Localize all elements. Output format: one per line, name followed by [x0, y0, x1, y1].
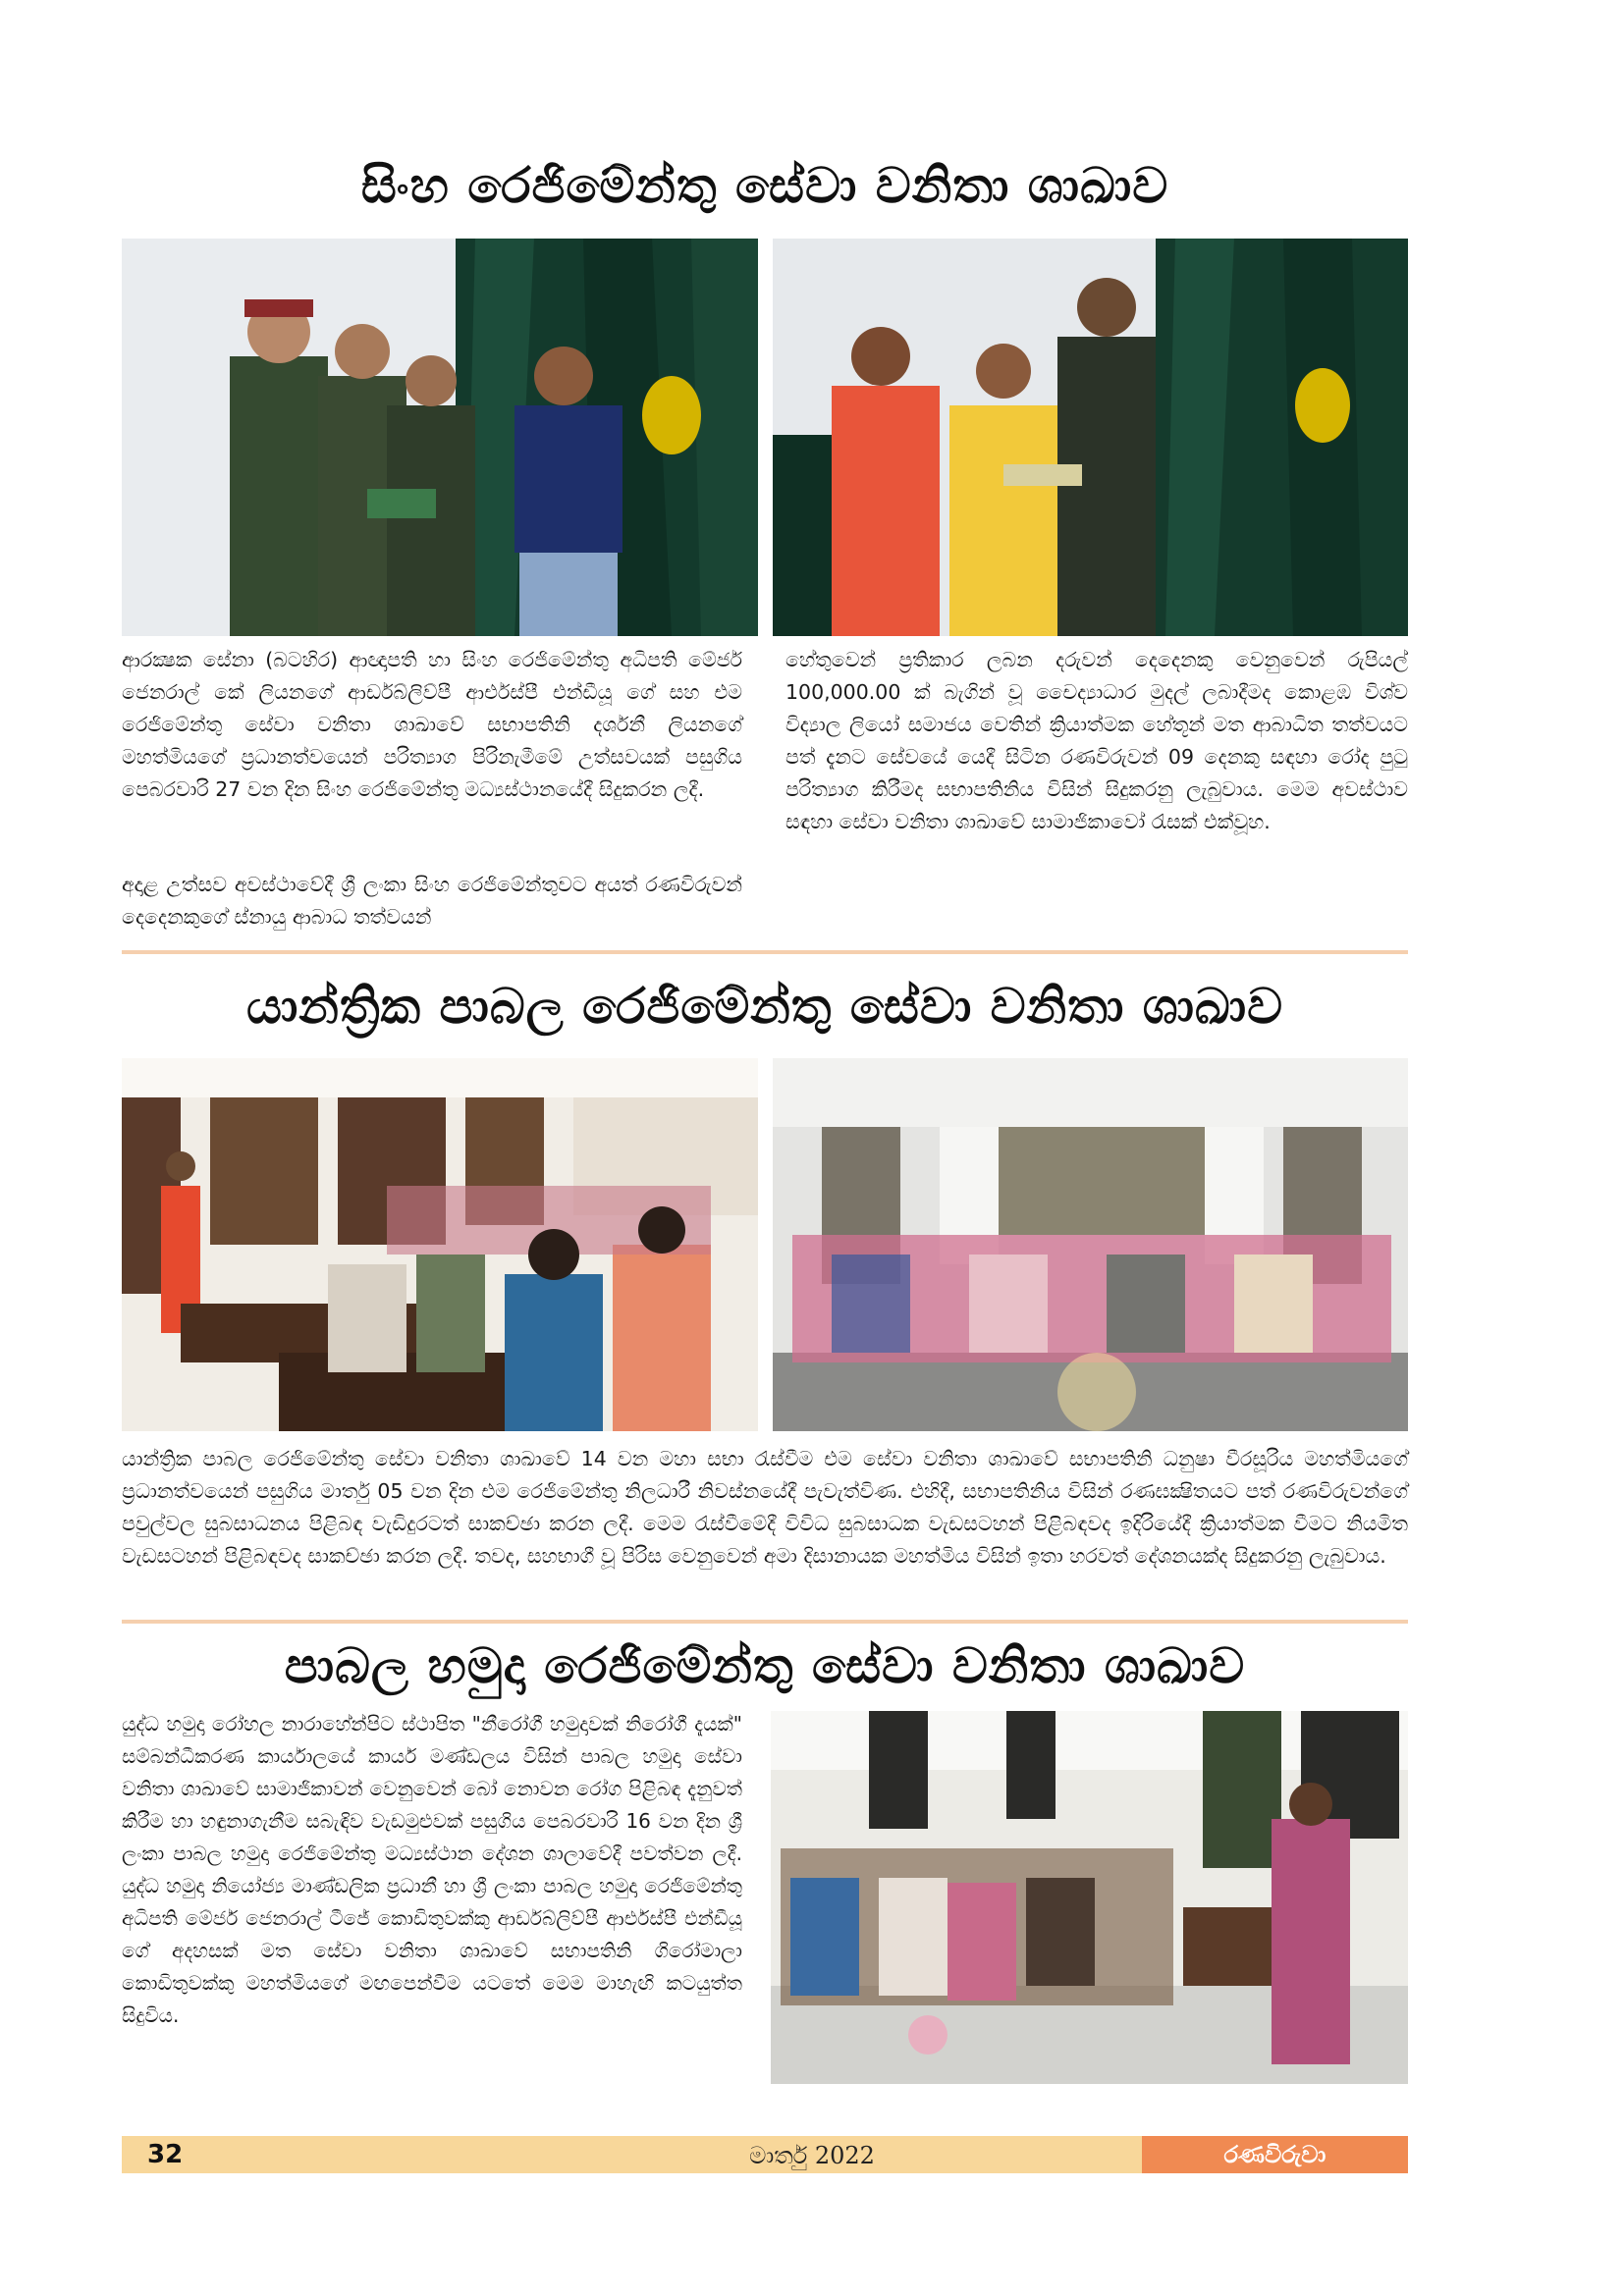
photo-award-presentation: [122, 239, 758, 636]
magazine-name: රණවිරුවා: [1142, 2136, 1408, 2173]
paragraph-singha-3: හේතුවෙන් ප්‍රතිකාර ලබන දරුවන් දෙදෙනකු වෙනුවෙන් රුපියල් 100,000.00 ක් බැගින් වූ චෛද්‍යාධාර මුදල් ලබාදීමද කොළඹ විශ්ව විද්‍යාල ලියෝ සමාජය වෙතින් ක්‍රියාත්මක හේතූන් මත ආබාධිත තත්වයට පත් දැනට සේවයේ යෙදී සිටින රණවිරුවන් 09 දෙනකු සඳහා රෝද පුටු පරිත්‍යාග කිරීමද සභාපතිනිය විසින් සිදුකරනු ලැබුවාය. මෙම අවස්ථාව සඳහා සේවා වනිතා ශාඛාවේ සාමාජිකාවෝ රැසක් එක්වූහ.: [785, 648, 1408, 833]
paragraph-singha-1: ආරක්‍ෂක සේනා (බටහිර) ආඥාපති හා සිංහ රෙජිමේන්තු අධිපති මේජර් ජෙනරාල් කේ ලියනගේ ආර්ඩබ්ලිව්පී ආර්එස්පී එන්ඩීයූ ගේ සහ එම රෙජිමේන්තු සේවා වනිතා ශාඛාවේ සභාපතිනි දර්ශනී ලියනගේ මහත්මියගේ ප්‍රධානත්වයෙන් පරිත්‍යාග පිරිනැමීමේ උත්සවයක් පසුගිය පෙබරවාරි 27 වන දින සිංහ රෙජිමේන්තු මධ්‍යස්ථානයේදී සිදුකරන ලදී.: [122, 648, 742, 801]
paragraph-singha-2: අදාළ උත්සව අවස්ථාවේදී ශ්‍රී ලංකා සිංහ රෙජිමේන්තුවට අයත් රණවිරුවන් දෙදෙනකුගේ ස්නායු ආබාධ තත්වයන්: [122, 873, 742, 929]
section-title-mechanized: යාන්ත්‍රික පාබල රෙජිමේන්තු සේවා වනිතා ශාඛාව: [245, 978, 1284, 1035]
paragraph-infantry: යුද්ධ හමුදා රෝහල නාරාහේන්පිට ස්ථාපිත "නීරෝගී හමුදාවක් නිරෝගී දැයක්" සම්බන්ධීකරණ කාර්යාලයේ කාර්ය මණ්ඩලය විසින් පාබල හමුදා සේවා වනිතා ශාඛාවේ සාමාජිකාවන් වෙනුවෙන් බෝ නොවන රෝග පිළිබඳ දැනුවත් කිරීම හා හඳුනාගැනීම සබැඳිව වැඩමුළුවක් පසුගිය පෙබරවාරි 16 වන දින ශ්‍රී ලංකා පාබල හමුදා රෙජිමේන්තු මධ්‍යස්ථාන දේශන ශාලාවේදී පවත්වන ලදී. යුද්ධ හමුදා නියෝජ්‍ය මාණ්ඩලික ප්‍රධානී හා ශ්‍රී ලංකා පාබල හමුදා රෙජිමේන්තු අධිපති මේජර් ජෙනරාල් ටීජේ කොඩිතුවක්කු ආර්ඩබ්ලිව්පී ආර්එස්පී එන්ඩීයූ ගේ අදහසක් මත සේවා වනිතා ශාඛාවේ සභාපතිනි ගිරෝමාලා කොඩිතුවක්කු මහත්මියගේ මඟපෙන්වීම යටතේ මෙම මාහැඟි කටයුත්ත සිදුවිය.: [122, 1712, 742, 2027]
page-number: 32: [147, 2140, 184, 2169]
paragraph-mechanized: යාන්ත්‍රික පාබල රෙජිමේන්තු සේවා වනිතා ශාඛාවේ 14 වන මහා සභා රැස්වීම එම සේවා වනිතා ශාඛාවේ සභාපතිනි ධනුෂා වීරසූරිය මහත්මියගේ ප්‍රධානත්වයෙන් පසුගිය මාර්තු 05 වන දින එම රෙජිමේන්තු නිලධාරී නිවස්නයේදී පැවැත්විණ. එහිදී, සභාපතිනිය විසින් රණඝක්‍ෂිතයට පත් රණවිරුවන්ගේ පවුල්වල සුබසාධනය පිළිබඳ වැඩිදුරටත් සාකච්ඡා කරන ලදී. මෙම රැස්වීමේදී විවිධ සුබසාධක වැඩසටහන් පිළිබඳවද ඉදිරියේදී ක්‍රියාත්මක වීමට නියමිත වැඩසටහන් පිළිබඳවද සාකච්ඡා කරන ලදී. තවද, සහභාගී වූ පිරිස වෙනුවෙන් අමා දිසානායක මහත්මිය විසින් ඉතා හරවත් දේශනයක්ද සිදුකරනු ලැබුවාය.: [122, 1447, 1408, 1568]
section-divider: [122, 1620, 1408, 1624]
section-title-infantry: පාබල හමුදා රෙජිමේන්තු සේවා වනිතා ශාඛාව: [284, 1637, 1246, 1694]
photo-group-members: [773, 1058, 1408, 1431]
section-title-singha: සිංහ රෙජිමේන්තු සේවා වනිතා ශාඛාව: [360, 157, 1169, 214]
photo-meeting-hall: [122, 1058, 758, 1431]
issue-date: මාර්තු 2022: [749, 2142, 875, 2169]
section-divider: [122, 950, 1408, 954]
photo-seminar: [771, 1711, 1408, 2084]
photo-cheque-presentation: [773, 239, 1408, 636]
